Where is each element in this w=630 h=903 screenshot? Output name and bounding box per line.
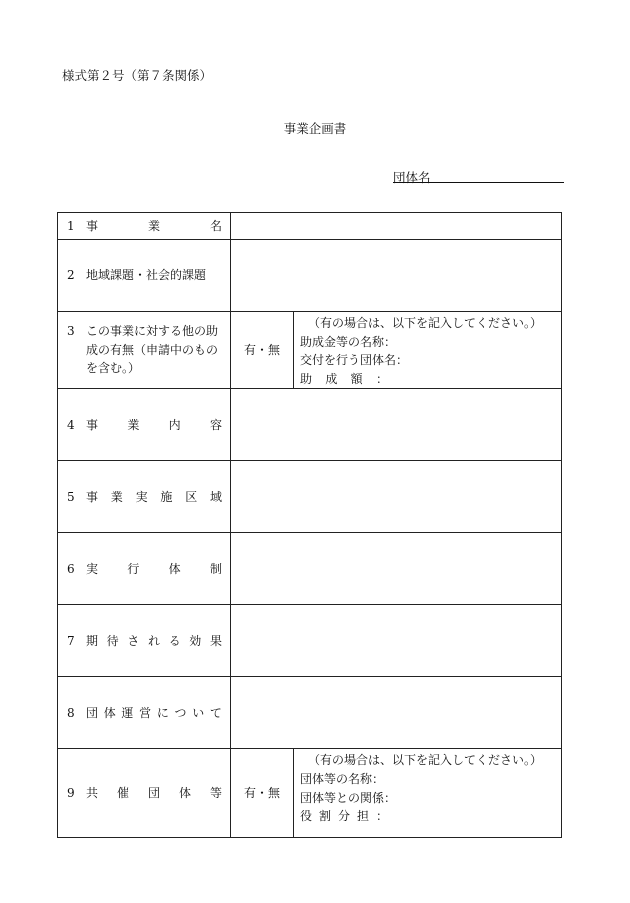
table-row <box>58 240 562 312</box>
row-label <box>58 312 231 389</box>
row-number: 4 <box>67 417 75 432</box>
organization-name-line[interactable] <box>393 182 564 183</box>
row-number: 2 <box>67 268 75 283</box>
label-char: 体 <box>103 705 116 720</box>
row-detail-field[interactable] <box>294 312 562 389</box>
row-entry-field[interactable] <box>231 461 562 533</box>
row-title <box>86 416 230 435</box>
label-char: ： <box>375 809 388 824</box>
label-char: 域 <box>209 489 222 504</box>
label-char: 分 <box>337 809 350 824</box>
role-sharing-field[interactable] <box>300 807 561 826</box>
label-char: さ <box>127 633 140 648</box>
row-number: 9 <box>67 786 75 801</box>
row-number: 8 <box>67 705 75 720</box>
row-number: 6 <box>67 561 75 576</box>
label-char: 成 <box>325 371 338 386</box>
detail-note: （有の場合は、以下を記入してください。） <box>308 316 543 330</box>
label-char: 催 <box>116 786 129 801</box>
label-char: 事 <box>86 417 99 432</box>
row-detail-field[interactable] <box>294 749 562 838</box>
row-title-line: 成の有無（申請中のもの <box>86 342 219 357</box>
row-entry-field[interactable] <box>231 605 562 677</box>
form-code: 様式第２号（第７条関係） <box>62 68 213 83</box>
label-char: 待 <box>106 633 119 648</box>
label-char: 団 <box>86 705 99 720</box>
label-char: 営 <box>139 705 152 720</box>
label-char: 事 <box>86 489 99 504</box>
label-char: 制 <box>209 561 222 576</box>
table-row <box>58 749 562 838</box>
row-number: 3 <box>67 324 75 339</box>
row-title: 地域課題・社会的課題 <box>86 268 207 283</box>
label-char: 担 <box>356 809 369 824</box>
label-char: 業 <box>110 489 123 504</box>
label-char: 行 <box>127 561 140 576</box>
row-label <box>58 240 231 312</box>
label-char: 助 <box>300 371 313 386</box>
yes-no-choice[interactable]: 有・無 <box>231 312 294 389</box>
row-label <box>58 533 231 605</box>
row-title <box>86 217 230 236</box>
partner-relation-field[interactable]: 団体等との関係： <box>300 790 397 805</box>
row-title <box>86 632 230 651</box>
grant-provider-field[interactable]: 交付を行う団体名： <box>300 353 409 368</box>
label-char: 期 <box>86 633 99 648</box>
row-label <box>58 461 231 533</box>
row-entry-field[interactable] <box>231 213 562 240</box>
label-char: 業 <box>127 417 140 432</box>
row-label <box>58 677 231 749</box>
label-char: つ <box>174 705 187 720</box>
table-row <box>58 605 562 677</box>
plan-form-table <box>57 212 562 838</box>
row-label <box>58 605 231 677</box>
partner-name-field[interactable]: 団体等の名称： <box>300 771 385 786</box>
table-row <box>58 533 562 605</box>
label-char: 名 <box>209 218 222 233</box>
label-char: 内 <box>168 417 181 432</box>
row-title <box>86 560 230 579</box>
label-char: 効 <box>189 633 202 648</box>
label-char: 区 <box>185 489 198 504</box>
row-title-line: この事業に対する他の助 <box>86 324 219 339</box>
row-entry-field[interactable] <box>231 677 562 749</box>
row-number: 5 <box>67 489 75 504</box>
label-char: 団 <box>147 786 160 801</box>
label-char: れ <box>147 633 160 648</box>
table-row <box>58 389 562 461</box>
label-char: 体 <box>168 561 181 576</box>
label-char: 果 <box>209 633 222 648</box>
label-char: て <box>209 705 222 720</box>
label-char: ： <box>375 371 388 386</box>
label-char: 実 <box>86 561 99 576</box>
label-char: に <box>156 705 169 720</box>
label-char: 業 <box>147 218 160 233</box>
row-title <box>86 322 230 378</box>
detail-note: （有の場合は、以下を記入してください。） <box>308 753 543 768</box>
row-label <box>58 389 231 461</box>
row-label <box>58 749 231 838</box>
label-char: い <box>192 705 205 720</box>
row-entry-field[interactable] <box>231 240 562 312</box>
label-char: 額 <box>350 371 363 386</box>
label-char: 運 <box>121 705 134 720</box>
label-char: 割 <box>318 809 331 824</box>
row-title <box>86 784 230 803</box>
table-row <box>58 677 562 749</box>
label-char: 容 <box>209 417 222 432</box>
row-entry-field[interactable] <box>231 533 562 605</box>
row-entry-field[interactable] <box>231 389 562 461</box>
label-char: 事 <box>86 218 99 233</box>
yes-no-choice[interactable]: 有・無 <box>231 749 294 838</box>
row-title <box>86 704 230 723</box>
organization-name-label: 団体名 <box>393 170 431 185</box>
row-title-line: を含む。） <box>86 361 141 376</box>
table-row <box>58 461 562 533</box>
table-row <box>58 312 562 389</box>
label-char: 等 <box>209 786 222 801</box>
label-char: る <box>168 633 181 648</box>
label-char: 施 <box>160 489 173 504</box>
label-char: 共 <box>86 786 99 801</box>
label-char: 役 <box>300 809 313 824</box>
grant-amount-field[interactable] <box>300 370 561 389</box>
table-row <box>58 213 562 240</box>
label-char: 実 <box>135 489 148 504</box>
row-title <box>86 488 230 507</box>
row-number: 1 <box>67 218 75 233</box>
row-number: 7 <box>67 633 75 648</box>
row-label <box>58 213 231 240</box>
grant-name-field[interactable]: 助成金等の名称： <box>300 334 397 349</box>
label-char: 体 <box>178 786 191 801</box>
document-title: 事業企画書 <box>283 121 347 136</box>
